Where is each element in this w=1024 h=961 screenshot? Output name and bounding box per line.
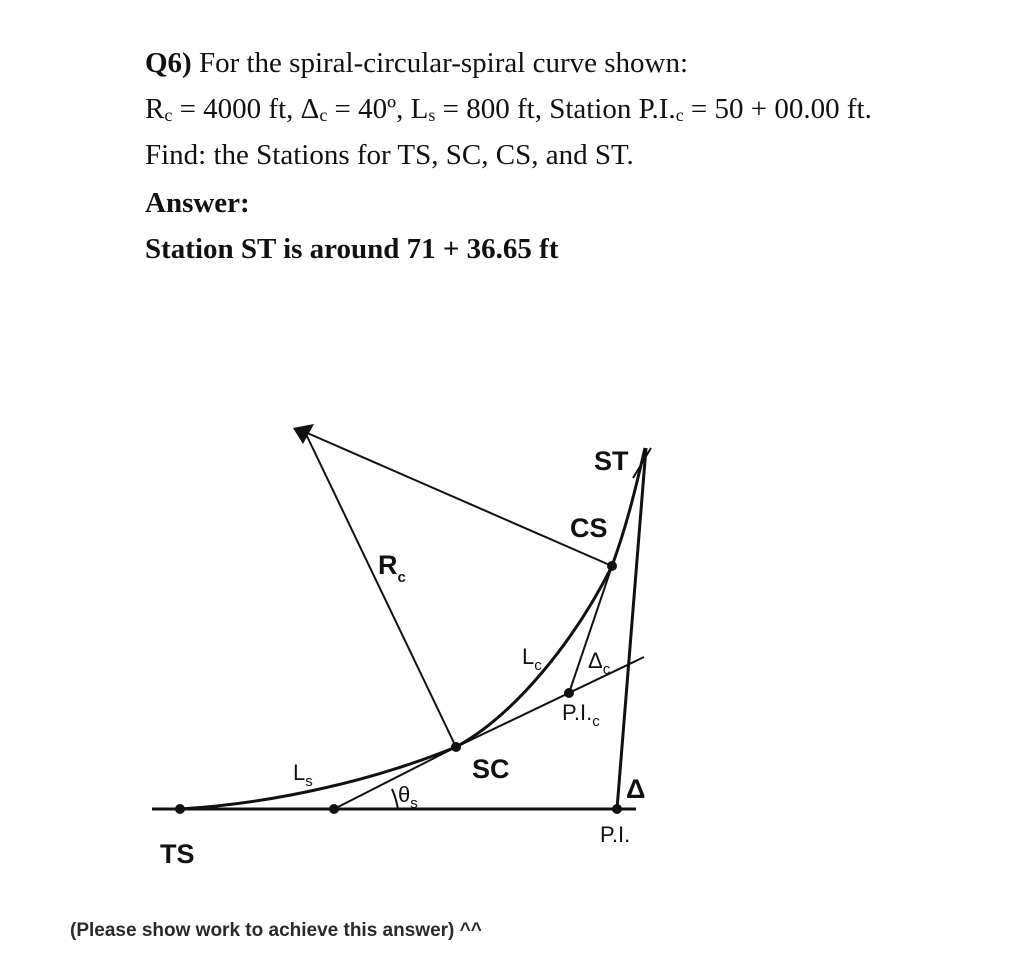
label-sc: SC [472,754,510,784]
spiral-length-symbol: L [410,93,429,125]
radius-value: = 4000 ft, [172,93,301,125]
label-pi: P.I. [600,822,631,847]
label-lc: $L_c$ [522,644,542,674]
spiral-length-value: = 800 ft, Station P.I. [435,93,676,125]
pi-subscript: c [675,105,684,126]
label-st: ST [594,446,629,476]
radius-line-sc [305,432,456,747]
radius-symbol: R [145,93,165,125]
question-number: Q6) [145,47,192,79]
radius-subscript: c [164,105,173,126]
ts-point [175,804,185,814]
question-title-text: For the spiral-circular-spiral curve shown: [191,47,689,79]
answer-label: Answer: [145,187,250,219]
label-delta: Δ [626,774,646,804]
cs-point [607,561,617,571]
circular-tangent-line-back [456,657,644,747]
delta-subscript: c [319,105,328,126]
label-cs: CS [570,513,608,543]
spiral-length-subscript: s [428,105,436,126]
answer-value: Station ST is around 71 + 36.65 ft [145,233,559,265]
radius-line-cs [305,432,612,566]
label-delta-c: $\Delta_c$ [588,648,611,678]
label-ls: $L_s$ [293,760,313,790]
sc-point [451,742,461,752]
label-rc: $R_c$ [378,550,406,586]
pi-station-value: = 50 + 00.00 ft. [683,93,872,125]
spiral-tangent-point [329,804,339,814]
label-pic: $P.I._c$ [562,700,600,730]
pi-point [612,804,622,814]
delta-value: = 40º, [327,93,411,125]
find-statement: Find: the Stations for TS, SC, CS, and ST. [145,139,634,171]
delta-symbol: Δ [300,93,320,125]
label-ts: TS [160,839,195,869]
footer-note: (Please show work to achieve this answer) ^^ [70,920,482,941]
pic-point [564,688,574,698]
label-theta-s: $\theta_s$ [398,782,418,812]
